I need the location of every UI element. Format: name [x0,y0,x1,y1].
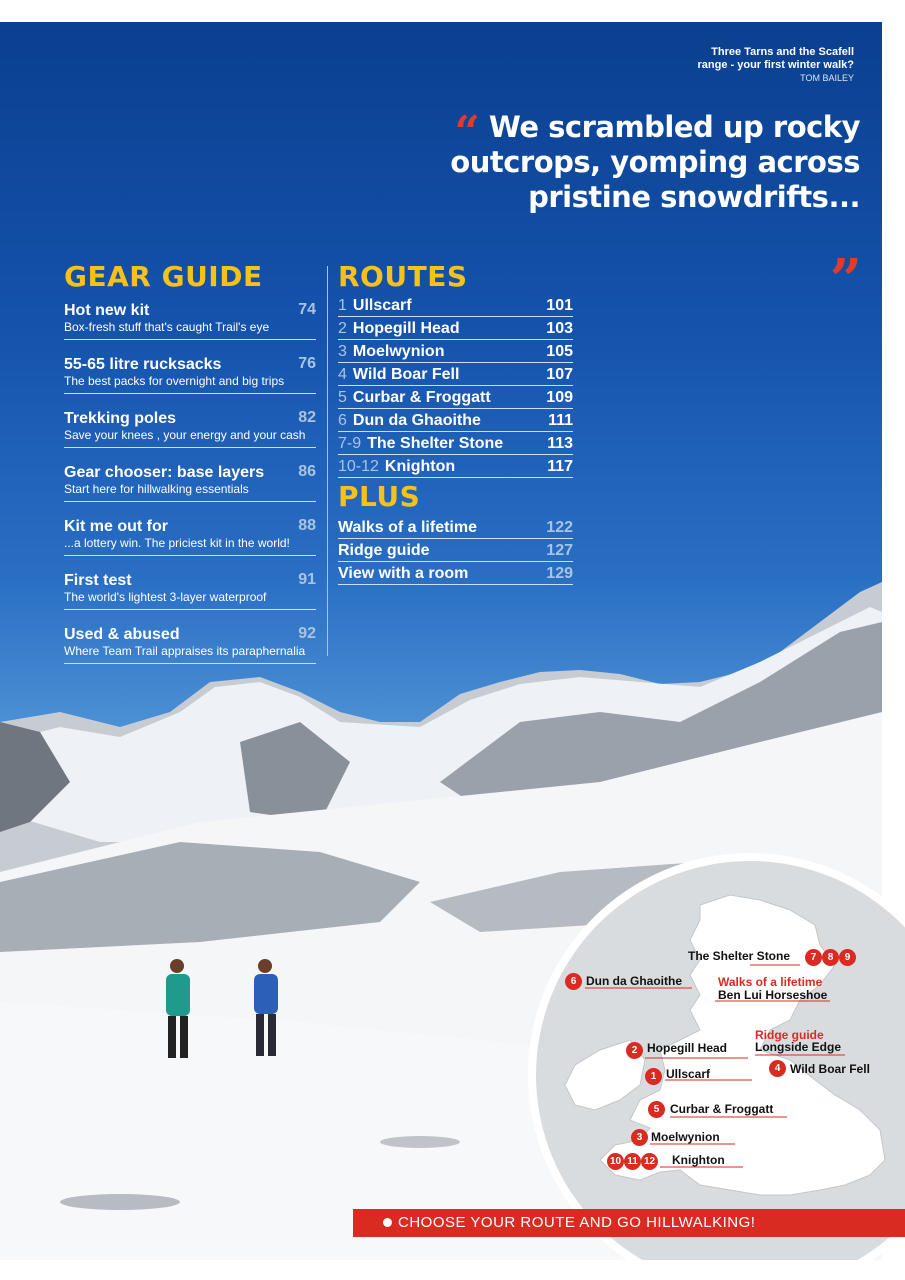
map-label-ridge-guide: Ridge guide [755,1028,824,1042]
route-pin[interactable]: 2 [626,1042,643,1059]
pull-quote-text: We scrambled up rocky outcrops, yomping across pristine snowdrifts... [450,110,860,214]
route-number: 4 [338,366,347,383]
map-label-curbar: Curbar & Froggatt [670,1102,774,1116]
gear-item-page: 74 [298,301,316,318]
route-number: 1 [338,297,347,314]
map-label-wild-boar-fell: Wild Boar Fell [790,1062,870,1076]
gear-item-page: 76 [298,355,316,372]
map-label-longside-edge: Longside Edge [755,1040,842,1054]
gear-item-page: 88 [298,517,316,534]
route-pin[interactable]: 8 [822,949,839,966]
route-name: Dun da Ghaoithe [352,412,481,429]
map-label-moelwynion: Moelwynion [651,1130,720,1144]
caption-line-1: Three Tarns and the Scafell [711,46,854,58]
route-pin[interactable]: 9 [839,949,856,966]
plus-item-name: Ridge guide [338,542,430,559]
gear-item-title: Gear chooser: base layers [64,464,265,481]
gear-item-title: Kit me out for [64,518,168,535]
map-label-hopegill-head: Hopegill Head [647,1041,728,1055]
route-name: Hopegill Head [352,320,460,337]
route-page: 109 [546,389,573,406]
route-number: 2 [338,320,347,337]
route-pin[interactable]: 3 [631,1129,648,1146]
gear-item-page: 92 [298,625,316,642]
route-page: 103 [546,320,573,337]
gear-item-title: Used & abused [64,626,180,643]
route-page: 111 [548,412,573,429]
close-quote-mark: ” [829,247,862,313]
bottom-banner [353,1209,905,1237]
gear-item-page: 86 [298,463,316,480]
route-page: 117 [547,458,573,475]
route-page: 113 [547,435,573,452]
route-name: Wild Boar Fell [352,366,460,383]
route-page: 107 [546,366,573,383]
gear-item-page: 91 [298,571,316,588]
gear-item-desc: The best packs for overnight and big trips [64,374,285,388]
route-name: Ullscarf [352,297,412,314]
route-name: The Shelter Stone [367,435,504,452]
route-name: Curbar & Froggatt [352,389,491,406]
map-label-dun-da-ghaoithe: Dun da Ghaoithe [586,974,682,988]
gear-item-desc: Box-fresh stuff that's caught Trail's eye [64,320,270,334]
routes-heading: ROUTES [338,260,468,293]
route-pin[interactable]: 7 [805,949,822,966]
gear-item-desc: The world's lightest 3-layer waterproof [64,590,267,604]
photo-credit: TOM BAILEY [800,73,854,83]
plus-item-name: Walks of a lifetime [338,519,477,536]
plus-item-page: 122 [546,519,573,536]
map-label-ullscarf: Ullscarf [666,1067,711,1081]
map-label-shelter-stone: The Shelter Stone [688,949,791,963]
route-pin[interactable]: 1 [645,1068,662,1085]
plus-item-name: View with a room [338,565,469,582]
route-pin[interactable]: 11 [624,1153,641,1170]
route-number: 5 [338,389,347,406]
map-label-walks-of-a-lifetime: Walks of a lifetime [718,975,823,989]
route-pin[interactable]: 5 [648,1101,665,1118]
route-page: 105 [546,343,573,360]
route-pin[interactable]: 6 [565,973,582,990]
plus-item-page: 129 [546,565,573,582]
route-pin[interactable]: 4 [769,1060,786,1077]
plus-heading: PLUS [338,480,421,513]
route-name: Knighton [384,458,456,475]
route-name: Moelwynion [352,343,445,360]
plus-item-page: 127 [546,542,573,559]
gear-item-desc: ...a lottery win. The priciest kit in the world! [64,536,290,550]
gear-item-title: Trekking poles [64,410,177,427]
route-page: 101 [546,297,573,314]
map-label-knighton: Knighton [672,1153,725,1167]
route-number: 7-9 [338,435,362,452]
route-pin[interactable]: 10 [607,1153,624,1170]
gear-item-page: 82 [298,409,316,426]
caption-line-2: range - your first winter walk? [697,59,854,71]
gear-item-title: First test [64,572,132,589]
gear-item-desc: Save your knees , your energy and your cash [64,428,306,442]
gear-guide-heading: GEAR GUIDE [64,260,263,293]
map-label-ben-lui: Ben Lui Horseshoe [718,988,828,1002]
banner-text: CHOOSE YOUR ROUTE AND GO HILLWALKING! [398,1214,756,1231]
open-quote-mark: “ [454,107,480,158]
route-number: 6 [338,412,347,429]
gear-item-desc: Where Team Trail appraises its paraphernalia [64,644,306,658]
route-number: 3 [338,343,347,360]
bullet-icon [383,1218,392,1227]
route-pin[interactable]: 12 [641,1153,658,1170]
gear-item-title: 55-65 litre rucksacks [64,356,222,373]
route-number: 10-12 [338,458,379,475]
gear-item-desc: Start here for hillwalking essentials [64,482,249,496]
gear-item-title: Hot new kit [64,302,150,319]
